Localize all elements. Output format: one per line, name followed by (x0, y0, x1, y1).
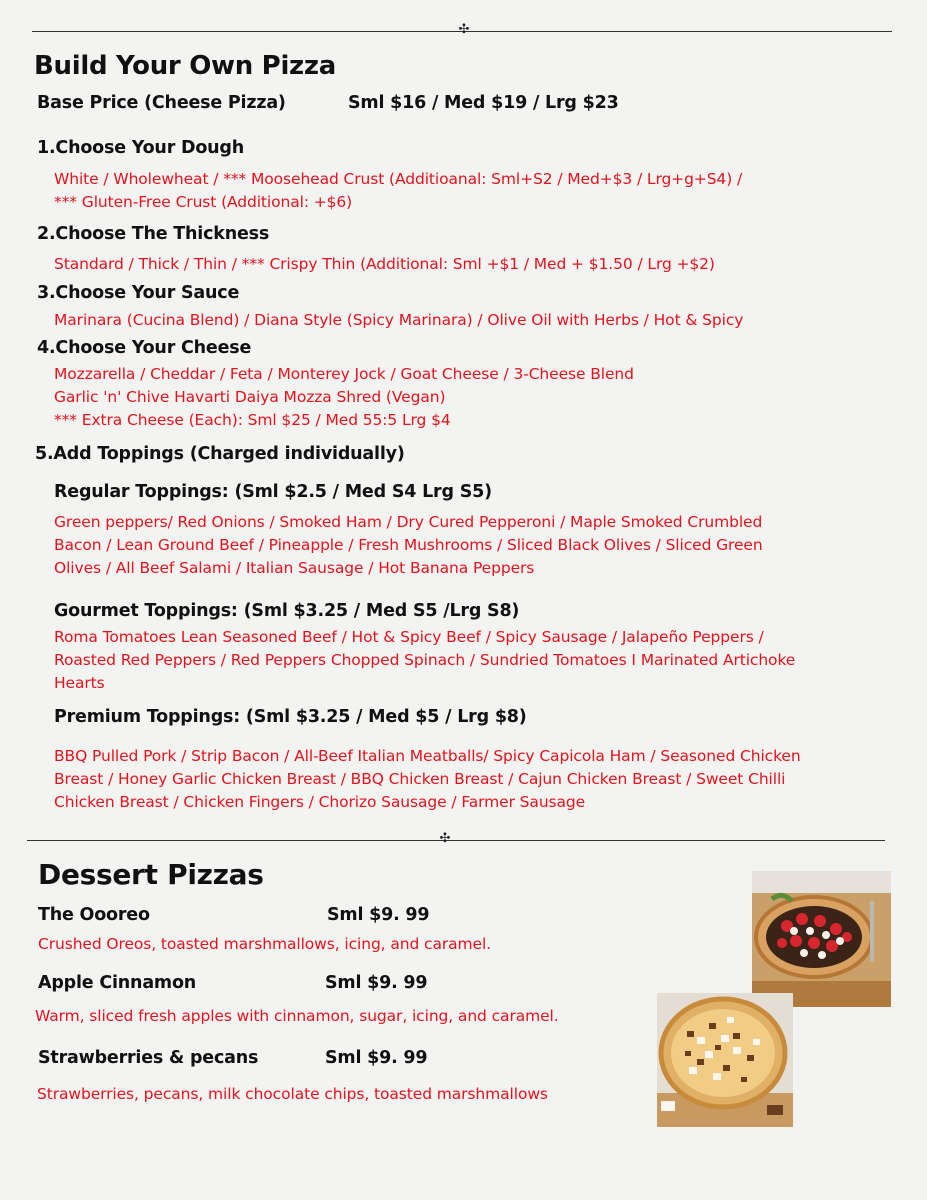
section-divider (27, 831, 885, 848)
step-cheese-line: *** Extra Cheese (Each): Sml $25 / Med 55:5 Lrg $4 (54, 411, 451, 429)
premium-toppings-line: BBQ Pulled Pork / Strip Bacon / All-Beef Italian Meatballs/ Spicy Capicola Ham / Seasoned Chicken (54, 747, 801, 765)
gourmet-toppings-line: Roasted Red Peppers / Red Peppers Chopped Spinach / Sundried Tomatoes I Marinated Artichoke (54, 651, 796, 669)
fleuron-icon: ✣ (439, 831, 451, 846)
step-thickness-heading: 2.Choose The Thickness (37, 224, 270, 244)
regular-toppings-line: Green peppers/ Red Onions / Smoked Ham / Dry Cured Pepperoni / Maple Smoked Crumbled (54, 513, 763, 531)
step-cheese-line: Garlic 'n' Chive Havarti Daiya Mozza Shred (Vegan) (54, 388, 446, 406)
step-toppings-heading: 5.Add Toppings (Charged individually) (35, 444, 405, 464)
step-dough-line: *** Gluten-Free Crust (Additional: +$6) (54, 193, 353, 211)
regular-toppings-line: Bacon / Lean Ground Beef / Pineapple / Fresh Mushrooms / Sliced Black Olives / Sliced Green (54, 536, 763, 554)
step-dough-line: White / Wholewheat / *** Moosehead Crust (Additioanal: Sml+S2 / Med+$3 / Lrg+g+S4) / (54, 170, 743, 188)
dessert-item-name: Strawberries & pecans (38, 1048, 259, 1068)
step-cheese-heading: 4.Choose Your Cheese (37, 338, 252, 358)
step-sauce-heading: 3.Choose Your Sauce (37, 283, 240, 303)
fleuron-icon: ✣ (458, 22, 470, 37)
dessert-item-desc: Crushed Oreos, toasted marshmallows, icing, and caramel. (38, 935, 491, 953)
dessert-item-price: Sml $9. 99 (325, 973, 428, 993)
step-cheese-line: Mozzarella / Cheddar / Feta / Monterey Jock / Goat Cheese / 3-Cheese Blend (54, 365, 634, 383)
gourmet-toppings-line: Hearts (54, 674, 105, 692)
step-sauce-line: Marinara (Cucina Blend) / Diana Style (Spicy Marinara) / Olive Oil with Herbs / Hot & Spicy (54, 311, 744, 329)
regular-toppings-heading: Regular Toppings: (Sml $2.5 / Med S4 Lrg S5) (54, 482, 492, 502)
top-divider (32, 22, 892, 39)
base-price-label: Base Price (Cheese Pizza) (37, 93, 286, 113)
dessert-item-price: Sml $9. 99 (325, 1048, 428, 1068)
build-title: Build Your Own Pizza (34, 51, 336, 81)
dessert-item-name: Apple Cinnamon (38, 973, 197, 993)
dessert-pizza-photo-strawberry (752, 871, 891, 1007)
gourmet-toppings-line: Roma Tomatoes Lean Seasoned Beef / Hot & Spicy Beef / Spicy Sausage / Jalapeño Peppers / (54, 628, 764, 646)
gourmet-toppings-heading: Gourmet Toppings: (Sml $3.25 / Med S5 /Lrg S8) (54, 601, 520, 621)
dessert-title: Dessert Pizzas (38, 858, 264, 891)
step-dough-heading: 1.Choose Your Dough (37, 138, 245, 158)
dessert-pizza-photo-smores (657, 993, 793, 1127)
dessert-item-desc: Warm, sliced fresh apples with cinnamon, sugar, icing, and caramel. (35, 1007, 559, 1025)
step-thickness-line: Standard / Thick / Thin / *** Crispy Thin (Additional: Sml +$1 / Med + $1.50 / Lrg +$2) (54, 255, 715, 273)
dessert-item-name: The Oooreo (38, 905, 150, 925)
premium-toppings-line: Breast / Honey Garlic Chicken Breast / BBQ Chicken Breast / Cajun Chicken Breast / Sweet Chilli (54, 770, 786, 788)
premium-toppings-line: Chicken Breast / Chicken Fingers / Chorizo Sausage / Farmer Sausage (54, 793, 586, 811)
dessert-item-desc: Strawberries, pecans, milk chocolate chips, toasted marshmallows (37, 1085, 548, 1103)
base-price-values: Sml $16 / Med $19 / Lrg $23 (348, 93, 619, 113)
dessert-item-price: Sml $9. 99 (327, 905, 430, 925)
regular-toppings-line: Olives / All Beef Salami / Italian Sausage / Hot Banana Peppers (54, 559, 535, 577)
premium-toppings-heading: Premium Toppings: (Sml $3.25 / Med $5 / Lrg $8) (54, 707, 527, 727)
